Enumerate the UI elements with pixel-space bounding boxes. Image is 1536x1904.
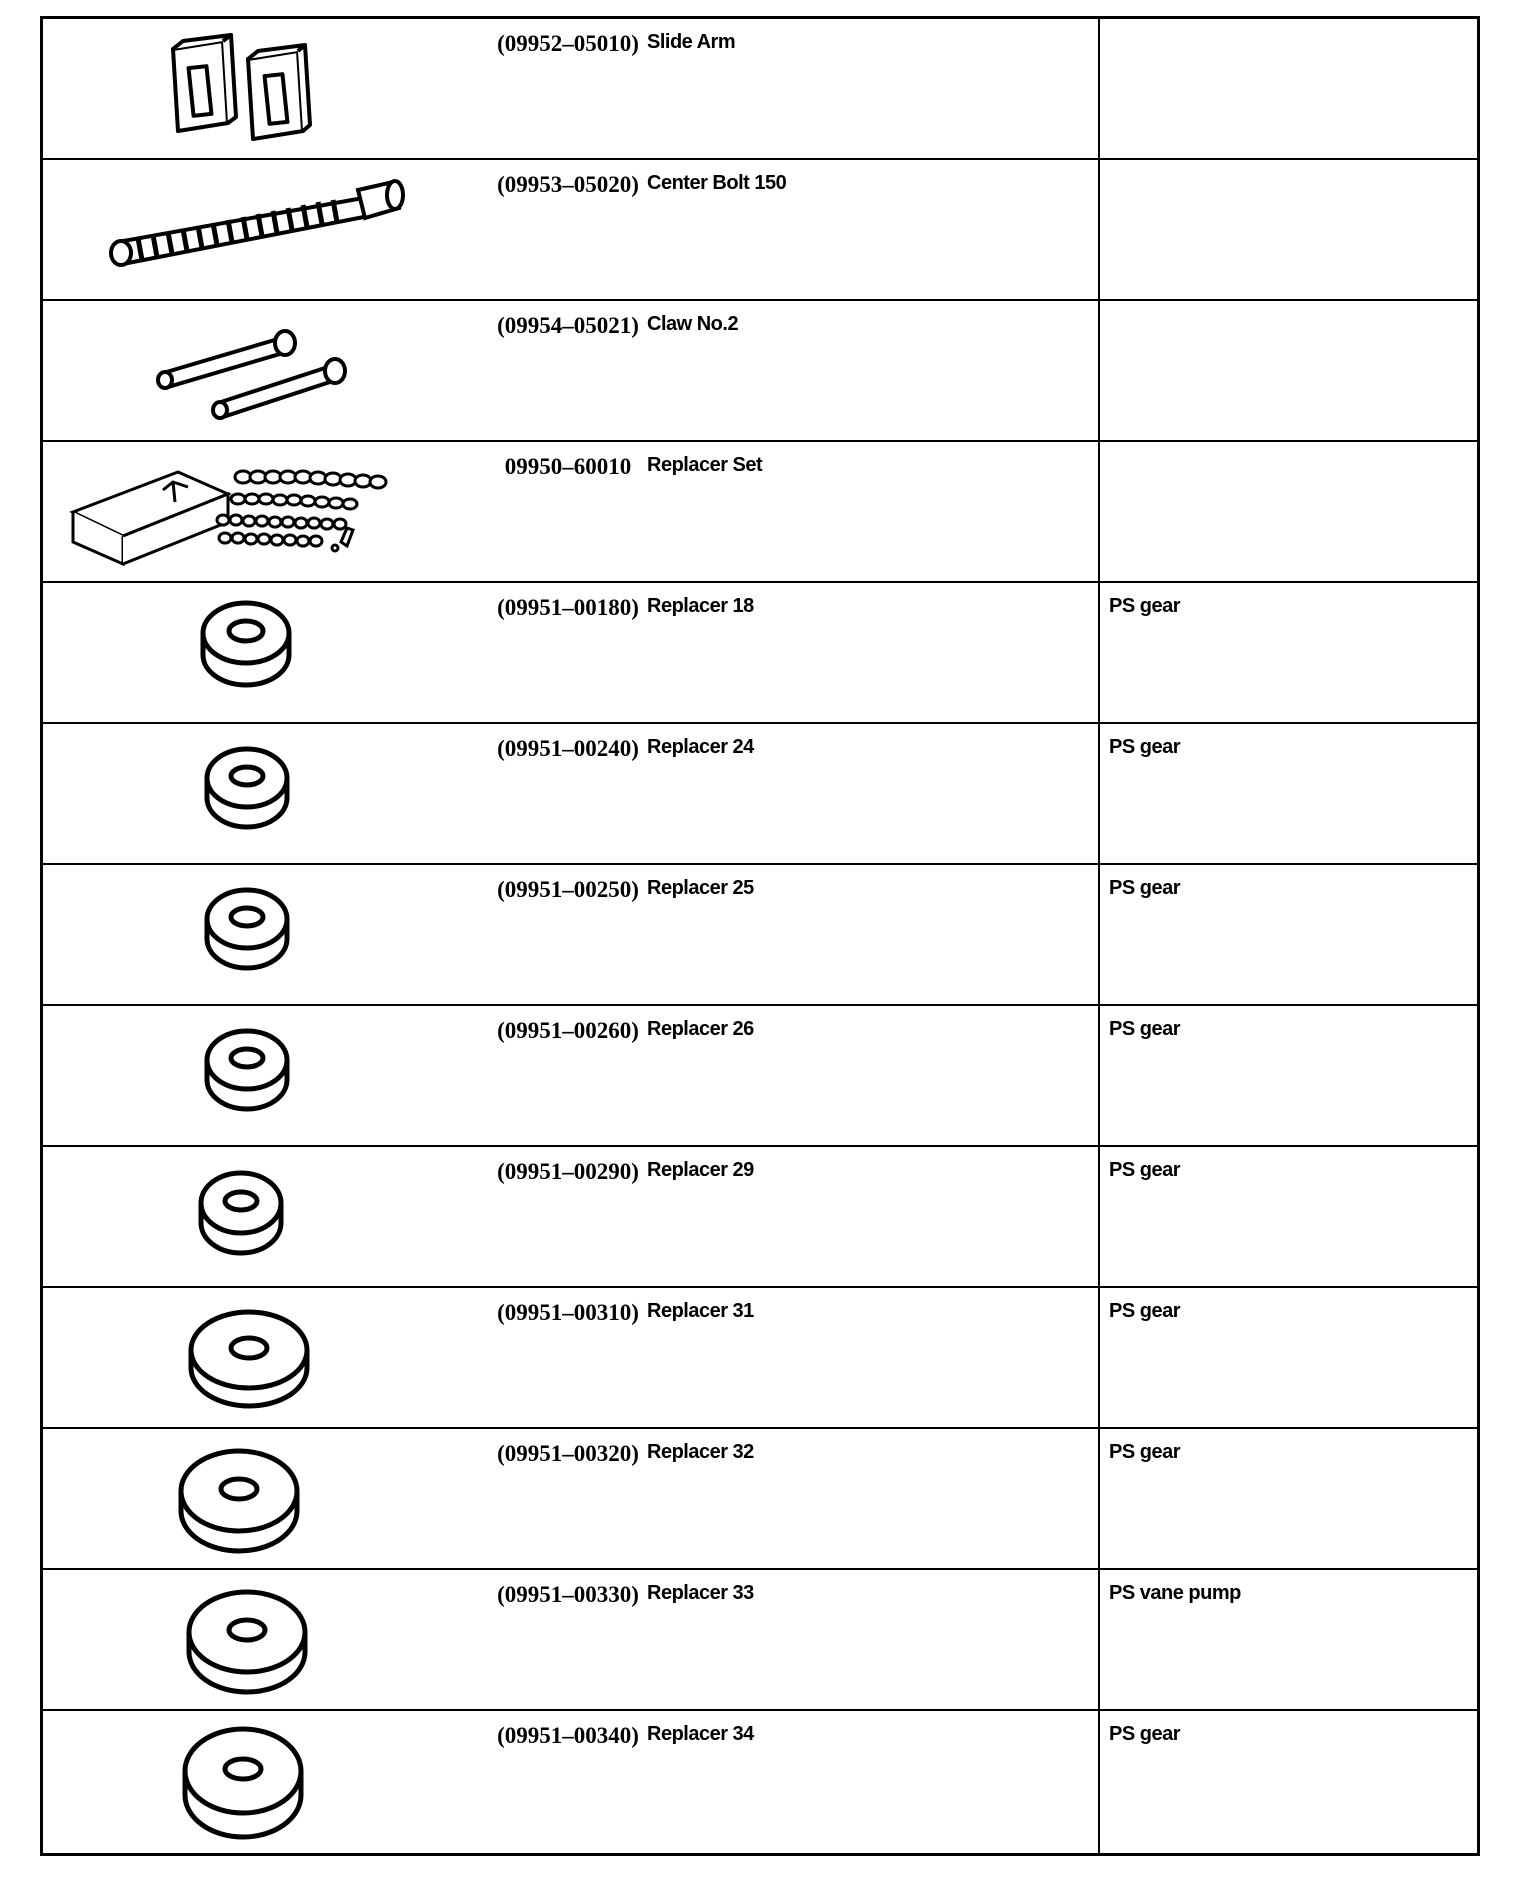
part-name: Center Bolt 150: [647, 172, 787, 194]
table-row: [43, 1288, 1477, 1429]
application-note: PS gear: [1109, 1018, 1180, 1040]
part-code: (09951–00180): [497, 595, 639, 620]
illustration-cell: [43, 301, 463, 440]
part-code: (09951–00340): [497, 1723, 639, 1748]
illustration-cell: [43, 724, 463, 863]
part-name: Replacer 24: [647, 736, 754, 758]
part-code: (09951–00320): [497, 1441, 639, 1466]
part-code: (09954–05021): [497, 313, 639, 338]
replacer-set-icon: [43, 442, 463, 583]
column-divider: [1098, 865, 1100, 1004]
application-note: PS gear: [1109, 1441, 1180, 1463]
application-note: PS gear: [1109, 877, 1180, 899]
part-name: Replacer 33: [647, 1582, 754, 1604]
replacer-ring-icon: [43, 583, 463, 724]
illustration-cell: [43, 442, 463, 581]
replacer-ring-icon: [43, 1570, 463, 1711]
replacer-ring-icon: [43, 1006, 463, 1147]
part-code: (09953–05020): [497, 172, 639, 197]
table-row: [43, 1570, 1477, 1711]
part-name: Replacer 31: [647, 1300, 754, 1322]
column-divider: [1098, 442, 1100, 581]
column-divider: [1098, 583, 1100, 722]
column-divider: [1098, 1288, 1100, 1427]
replacer-ring-icon: [43, 1711, 463, 1853]
replacer-ring-icon: [43, 1147, 463, 1288]
column-divider: [1098, 160, 1100, 299]
part-code: (09951–00240): [497, 736, 639, 761]
illustration-cell: [43, 1288, 463, 1427]
claw-icon: [43, 301, 463, 442]
part-name: Replacer Set: [647, 454, 763, 476]
slide-arm-icon: [43, 19, 463, 160]
replacer-ring-icon: [43, 1288, 463, 1429]
table-row: [43, 583, 1477, 724]
part-name: Replacer 26: [647, 1018, 754, 1040]
part-code: (09951–00260): [497, 1018, 639, 1043]
illustration-cell: [43, 1570, 463, 1709]
column-divider: [1098, 19, 1100, 158]
part-name: Replacer 18: [647, 595, 754, 617]
illustration-cell: [43, 160, 463, 299]
part-name: Claw No.2: [647, 313, 739, 335]
table-row: [43, 442, 1477, 583]
table-row: [43, 1147, 1477, 1288]
table-row: [43, 301, 1477, 442]
column-divider: [1098, 1570, 1100, 1709]
part-name: Replacer 32: [647, 1441, 754, 1463]
table-row: [43, 865, 1477, 1006]
replacer-ring-icon: [43, 865, 463, 1006]
illustration-cell: [43, 1711, 463, 1853]
illustration-cell: [43, 583, 463, 722]
application-note: PS gear: [1109, 595, 1180, 617]
table-row: [43, 1711, 1477, 1853]
table-row: [43, 160, 1477, 301]
column-divider: [1098, 301, 1100, 440]
table-row: [43, 19, 1477, 160]
application-note: PS gear: [1109, 1300, 1180, 1322]
application-note: PS vane pump: [1109, 1582, 1241, 1604]
column-divider: [1098, 1429, 1100, 1568]
illustration-cell: [43, 865, 463, 1004]
column-divider: [1098, 1006, 1100, 1145]
column-divider: [1098, 1147, 1100, 1286]
application-note: PS gear: [1109, 1159, 1180, 1181]
part-code: (09951–00310): [497, 1300, 639, 1325]
part-code: (09951–00250): [497, 877, 639, 902]
table-row: [43, 1429, 1477, 1570]
illustration-cell: [43, 1006, 463, 1145]
replacer-ring-icon: [43, 724, 463, 865]
application-note: PS gear: [1109, 1723, 1180, 1745]
part-code: (09951–00290): [497, 1159, 639, 1184]
part-name: Slide Arm: [647, 31, 736, 53]
part-code: (09951–00330): [497, 1582, 639, 1607]
column-divider: [1098, 724, 1100, 863]
part-name: Replacer 29: [647, 1159, 754, 1181]
table-row: [43, 1006, 1477, 1147]
part-name: Replacer 34: [647, 1723, 754, 1745]
table-row: [43, 724, 1477, 865]
center-bolt-icon: [43, 160, 463, 301]
illustration-cell: [43, 19, 463, 158]
illustration-cell: [43, 1429, 463, 1568]
replacer-ring-icon: [43, 1429, 463, 1570]
application-note: PS gear: [1109, 736, 1180, 758]
part-name: Replacer 25: [647, 877, 754, 899]
illustration-cell: [43, 1147, 463, 1286]
part-code: (09952–05010): [497, 31, 639, 56]
column-divider: [1098, 1711, 1100, 1853]
tool-table: [40, 16, 1480, 1856]
part-code: 09950–60010: [504, 454, 632, 479]
